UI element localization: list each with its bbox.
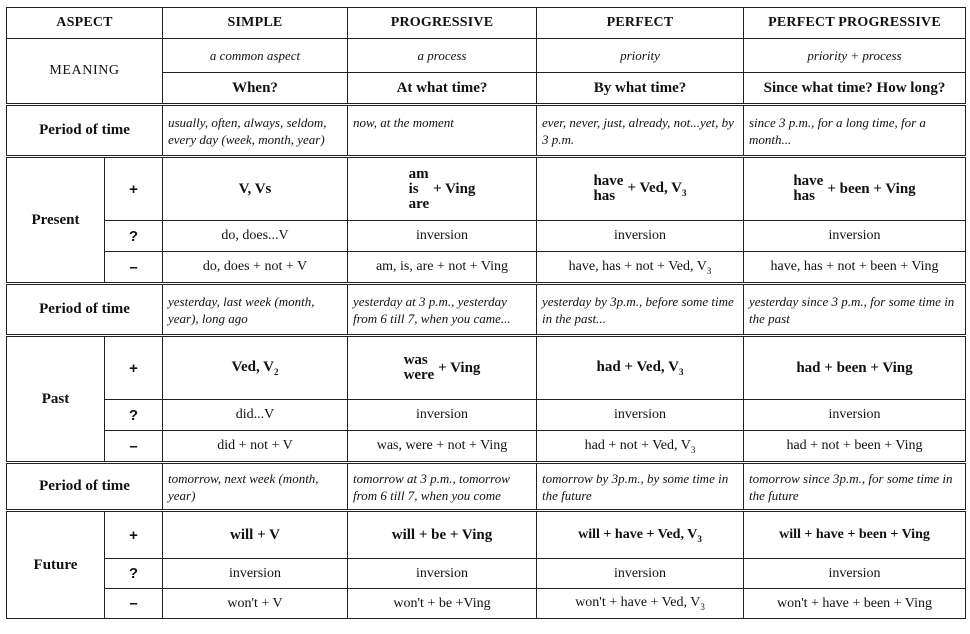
minus-sign: – [105, 252, 163, 284]
future-minus-simple: won't + V [163, 589, 348, 619]
be-forms-stack [409, 167, 430, 212]
formula-tail [627, 180, 686, 198]
future-label: Future [7, 511, 105, 619]
subscript: 3 [697, 533, 702, 544]
future-question-row [7, 559, 966, 589]
subscript: 2 [274, 367, 279, 377]
past-q-perfect: inversion [537, 400, 744, 431]
stack-has: has [793, 188, 815, 204]
stack-is: is [408, 180, 419, 197]
stack-am: am [408, 165, 429, 182]
subscript: 3 [706, 265, 712, 276]
future-q-perfect: inversion [537, 559, 744, 589]
meaning-desc-row [7, 39, 966, 73]
formula-tail: + Ving [438, 359, 481, 376]
past-period-simple: yesterday, last week (month, year), long ago [163, 284, 348, 336]
present-period-label: Period of time [7, 105, 163, 157]
future-negative-row [7, 589, 966, 619]
have-forms-stack [593, 174, 623, 204]
tense-aspect-table [6, 7, 966, 619]
present-plus-simple: V, Vs [163, 157, 348, 221]
past-plus-perfect-progressive: had + been + Ving [744, 336, 966, 400]
future-plus-progressive: will + be + Ving [348, 511, 537, 559]
stack-have: have [593, 173, 624, 189]
present-q-progressive: inversion [348, 221, 537, 252]
meaning-label: MEANING [7, 39, 163, 105]
past-plus-progressive [348, 336, 537, 400]
question-simple: When? [163, 73, 348, 105]
present-negative-row [7, 252, 966, 284]
header-row [7, 8, 966, 39]
plus-sign: + [105, 336, 163, 400]
plus-sign: + [105, 511, 163, 559]
future-period-progressive: tomorrow at 3 p.m., tomorrow from 6 till 7, when you come [348, 463, 537, 511]
question-progressive: At what time? [348, 73, 537, 105]
subscript: 3 [682, 188, 687, 198]
stack-was: was [403, 352, 428, 368]
formula-text: won't + have + Ved, V [575, 595, 701, 611]
past-q-perfect-progressive: inversion [744, 400, 966, 431]
stack-has: has [593, 188, 616, 204]
formula-text: had + not + Ved, V [584, 437, 691, 453]
future-plus-perfect-progressive: will + have + been + Ving [744, 511, 966, 559]
header-simple: SIMPLE [163, 8, 348, 39]
present-plus-progressive [348, 157, 537, 221]
formula-text: will + have + Ved, V [578, 526, 698, 542]
past-period-label: Period of time [7, 284, 163, 336]
past-minus-simple: did + not + V [163, 431, 348, 463]
question-perfect: By what time? [537, 73, 744, 105]
present-plus-perfect [537, 157, 744, 221]
past-minus-progressive: was, were + not + Ving [348, 431, 537, 463]
formula-text: have, has + not + Ved, V [568, 258, 707, 274]
future-minus-perfect [537, 589, 744, 619]
past-period-perfect-progressive: yesterday since 3 p.m., for some time in the past [744, 284, 966, 336]
present-q-simple: do, does...V [163, 221, 348, 252]
past-question-row [7, 400, 966, 431]
past-period-progressive: yesterday at 3 p.m., yesterday from 6 till 7, when you came... [348, 284, 537, 336]
stack-were: were [403, 367, 435, 383]
past-plus-perfect [537, 336, 744, 400]
present-plus-perfect-progressive [744, 157, 966, 221]
present-period-row [7, 105, 966, 157]
past-minus-perfect [537, 431, 744, 463]
future-q-simple: inversion [163, 559, 348, 589]
future-q-progressive: inversion [348, 559, 537, 589]
formula-text: Ved, V [231, 359, 275, 375]
minus-sign: – [105, 589, 163, 619]
header-perfect-progressive: PERFECT PROGRESSIVE [744, 8, 966, 39]
stack-are: are [408, 195, 430, 212]
past-negative-row [7, 431, 966, 463]
past-plus-simple [163, 336, 348, 400]
present-minus-progressive: am, is, are + not + Ving [348, 252, 537, 284]
question-sign: ? [105, 221, 163, 252]
formula-text: had + Ved, V [596, 359, 679, 375]
question-sign: ? [105, 400, 163, 431]
past-label: Past [7, 336, 105, 463]
future-plus-simple: will + V [163, 511, 348, 559]
future-period-row [7, 463, 966, 511]
present-period-simple: usually, often, always, seldom, every day (week, month, year) [163, 105, 348, 157]
meaning-perfect-progressive: priority + process [744, 39, 966, 73]
subscript: 3 [700, 601, 705, 612]
present-q-perfect: inversion [537, 221, 744, 252]
question-perfect-progressive: Since what time? How long? [744, 73, 966, 105]
have-forms-stack [793, 174, 823, 204]
future-period-label: Period of time [7, 463, 163, 511]
present-period-progressive: now, at the moment [348, 105, 537, 157]
present-affirmative-row [7, 157, 966, 221]
meaning-perfect: priority [537, 39, 744, 73]
future-minus-perfect-progressive: won't + have + been + Ving [744, 589, 966, 619]
header-perfect: PERFECT [537, 8, 744, 39]
past-period-perfect: yesterday by 3p.m., before some time in the past... [537, 284, 744, 336]
future-period-perfect: tomorrow by 3p.m., by some time in the future [537, 463, 744, 511]
be-forms-stack [404, 353, 435, 383]
subscript: 3 [678, 367, 684, 377]
present-q-perfect-progressive: inversion [744, 221, 966, 252]
stack-have: have [793, 173, 824, 189]
present-period-perfect-progressive: since 3 p.m., for a long time, for a month... [744, 105, 966, 157]
minus-sign: – [105, 431, 163, 463]
past-q-simple: did...V [163, 400, 348, 431]
past-minus-perfect-progressive: had + not + been + Ving [744, 431, 966, 463]
plus-sign: + [105, 157, 163, 221]
future-affirmative-row [7, 511, 966, 559]
past-q-progressive: inversion [348, 400, 537, 431]
header-progressive: PROGRESSIVE [348, 8, 537, 39]
meaning-simple: a common aspect [163, 39, 348, 73]
future-minus-progressive: won't + be +Ving [348, 589, 537, 619]
present-period-perfect: ever, never, just, already, not...yet, by 3 p.m. [537, 105, 744, 157]
subscript: 3 [690, 444, 696, 455]
header-aspect: ASPECT [7, 8, 163, 39]
past-period-row [7, 284, 966, 336]
future-period-simple: tomorrow, next week (month, year) [163, 463, 348, 511]
future-plus-perfect [537, 511, 744, 559]
meaning-progressive: a process [348, 39, 537, 73]
formula-tail: + Ving [433, 180, 476, 197]
present-question-row [7, 221, 966, 252]
present-minus-perfect [537, 252, 744, 284]
formula-tail: + been + Ving [827, 180, 916, 197]
present-minus-perfect-progressive: have, has + not + been + Ving [744, 252, 966, 284]
question-sign: ? [105, 559, 163, 589]
past-affirmative-row [7, 336, 966, 400]
present-label: Present [7, 157, 105, 284]
future-period-perfect-progressive: tomorrow since 3p.m., for some time in the future [744, 463, 966, 511]
formula-text: + Ved, V [627, 180, 683, 196]
future-q-perfect-progressive: inversion [744, 559, 966, 589]
present-minus-simple: do, does + not + V [163, 252, 348, 284]
